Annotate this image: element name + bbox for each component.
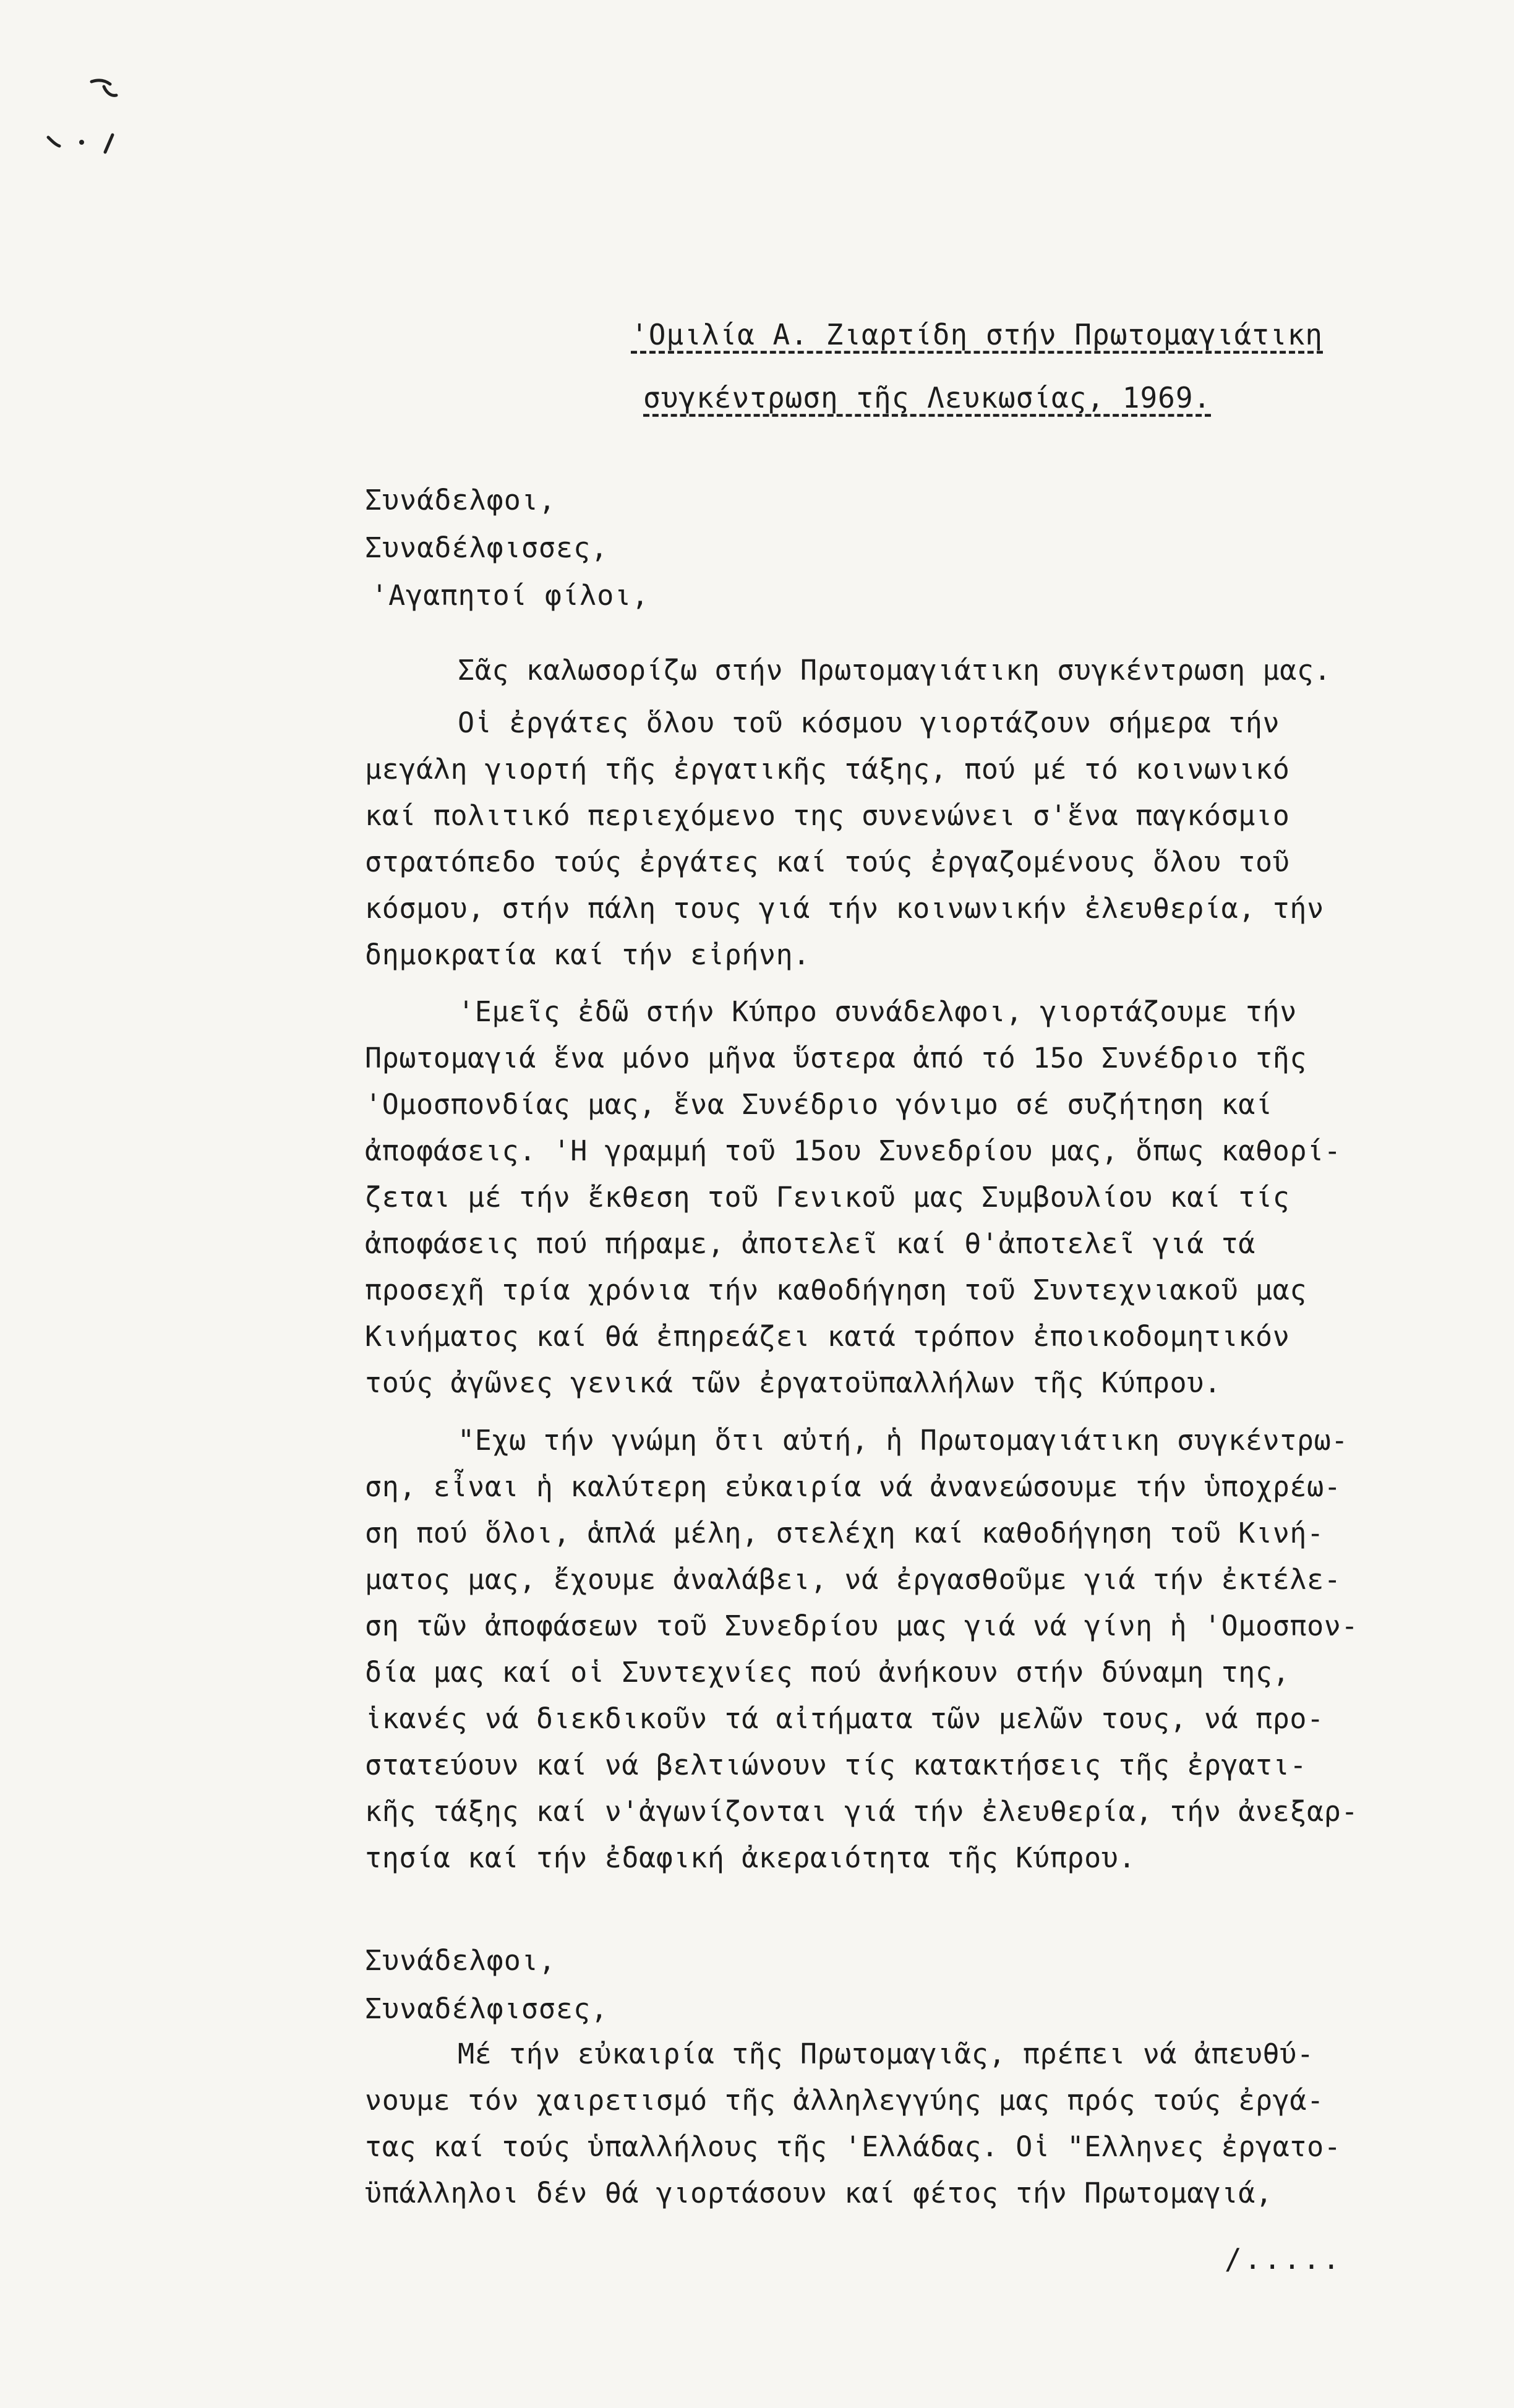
salutation-line: Συνάδελφοι, <box>365 484 557 516</box>
text-line: ση τῶν ἀποφάσεων τοῦ Συνεδρίου μας γιά νά γίνη ἡ 'Ομοσπον- <box>365 1609 1359 1642</box>
text-line: στρατόπεδο τούς ἐργάτες καί τούς ἐργαζομένους ὅλου τοῦ <box>365 846 1290 878</box>
second-salutation <box>365 1937 1354 2033</box>
text-line: στατεύουν καί νά βελτιώνουν τίς κατακτήσεις τῆς ἐργατι- <box>365 1749 1307 1781</box>
continuation-mark: /..... <box>1225 2242 1343 2276</box>
text-line: δία μας καί οἱ Συντεχνίες πού ἀνήκουν στήν δύναμη της, <box>365 1656 1290 1689</box>
salutation-line: 'Αγαπητοί φίλοι, <box>371 579 649 612</box>
text-line: καί πολιτικό περιεχόμενο της συνενώνει σ'ἕνα παγκόσμιο <box>365 799 1290 832</box>
title-line-2: συγκέντρωση τῆς Λευκωσίας, 1969. <box>643 381 1212 414</box>
text-line: ἱκανές νά διεκδικοῦν τά αἰτήματα τῶν μελῶν τους, νά προ- <box>365 1702 1324 1735</box>
text-line: δημοκρατία καί τήν εἰρήνη. <box>365 938 810 971</box>
salutation-line: Συναδέλφισσες, <box>365 1992 609 2025</box>
text-line: Οἱ ἐργάτες ὅλου τοῦ κόσμου γιορτάζουν σήμερα τήν <box>458 706 1280 739</box>
text-line: κόσμου, στήν πάλη τους γιά τήν κοινωνικήν ἐλευθερία, τήν <box>365 892 1324 925</box>
title-line-1: 'Ομιλία Α. Ζιαρτίδη στήν Πρωτομαγιάτικη <box>631 318 1324 351</box>
handwritten-mark <box>43 68 130 161</box>
text-line: ϋπάλληλοι δέν θά γιορτάσουν καί φέτος τήν Πρωτομαγιά, <box>365 2177 1273 2209</box>
salutation-line: Συνάδελφοι, <box>365 1944 557 1977</box>
text-line: Πρωτομαγιά ἕνα μόνο μῆνα ὕστερα ἀπό τό 15ο Συνέδριο τῆς <box>365 1042 1307 1074</box>
text-line: τας καί τούς ὑπαλλήλους τῆς 'Ελλάδας. Οἱ "Ελληνες ἐργατο- <box>365 2130 1341 2163</box>
opening-salutation <box>365 476 1354 619</box>
text-line: ἀποφάσεις. 'Η γραμμή τοῦ 15ου Συνεδρίου μας, ὅπως καθορί- <box>365 1134 1341 1167</box>
text-line: "Εχω τήν γνώμη ὅτι αὐτή, ἡ Πρωτομαγιάτικη συγκέντρω- <box>458 1424 1348 1457</box>
text-line: νουμε τόν χαιρετισμό τῆς ἀλληλεγγύης μας πρός τούς ἐργά- <box>365 2084 1324 2117</box>
text-line: Σᾶς καλωσορίζω στήν Πρωτομαγιάτικη συγκέντρωση μας. <box>458 654 1332 687</box>
text-line: ση, εἶναι ἡ καλύτερη εὐκαιρία νά ἀνανεώσουμε τήν ὑποχρέω- <box>365 1470 1341 1503</box>
text-line: Μέ τήν εὐκαιρία τῆς Πρωτομαγιᾶς, πρέπει νά ἀπευθύ- <box>458 2037 1314 2070</box>
text-line: Κινήματος καί θά ἐπηρεάζει κατά τρόπον ἐποικοδομητικόν <box>365 1320 1290 1353</box>
text-line: μεγάλη γιορτή τῆς ἐργατικῆς τάξης, πού μέ τό κοινωνικό <box>365 753 1290 786</box>
text-line: τούς ἀγῶνες γενικά τῶν ἐργατοϋπαλλήλων τῆς Κύπρου. <box>365 1366 1221 1399</box>
text-line: 'Εμεῖς ἐδῶ στήν Κύπρο συνάδελφοι, γιορτάζουμε τήν <box>458 995 1297 1028</box>
text-line: ση πού ὅλοι, ἁπλά μέλη, στελέχη καί καθοδήγηση τοῦ Κινή- <box>365 1517 1324 1549</box>
text-line: ματος μας, ἔχουμε ἀναλάβει, νά ἐργασθοῦμε γιά τήν ἐκτέλε- <box>365 1563 1341 1596</box>
text-line: ἀποφάσεις πού πήραμε, ἀποτελεῖ καί θ'ἀποτελεῖ γιά τά <box>365 1227 1255 1260</box>
document-title <box>631 303 1435 429</box>
text-line: προσεχῆ τρία χρόνια τήν καθοδήγηση τοῦ Συντεχνιακοῦ μας <box>365 1274 1307 1306</box>
text-line: ζεται μέ τήν ἔκθεση τοῦ Γενικοῦ μας Συμβουλίου καί τίς <box>365 1181 1290 1214</box>
text-line: κῆς τάξης καί ν'ἀγωνίζονται γιά τήν ἐλευθερία, τήν ἀνεξαρ- <box>365 1795 1359 1828</box>
text-line: τησία καί τήν ἐδαφική ἀκεραιότητα τῆς Κύπρου. <box>365 1841 1136 1874</box>
salutation-line: Συναδέλφισσες, <box>365 531 609 564</box>
text-line: 'Ομοσπονδίας μας, ἕνα Συνέδριο γόνιμο σέ συζήτηση καί <box>365 1088 1273 1121</box>
